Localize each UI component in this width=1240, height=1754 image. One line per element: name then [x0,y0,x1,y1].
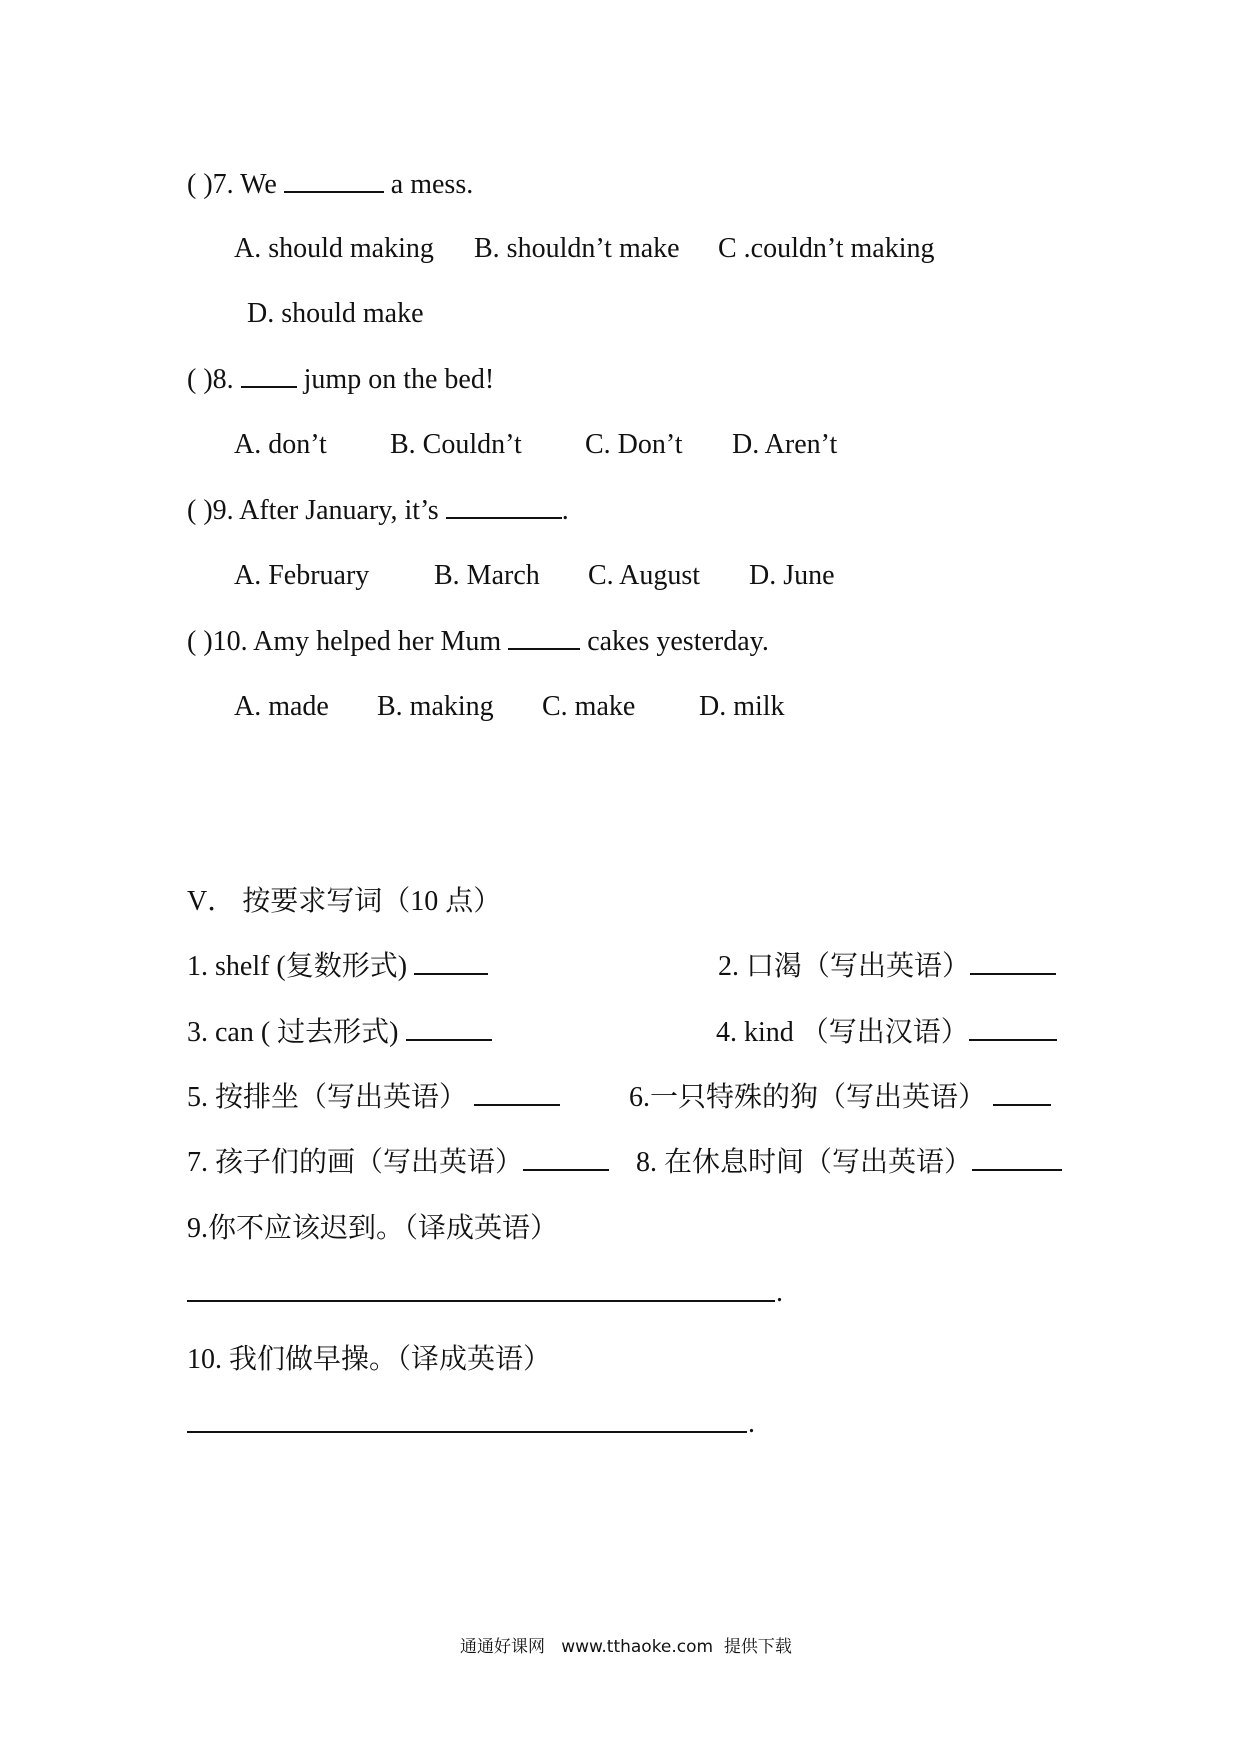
word-item-prompt: 1. shelf (复数形式) [187,951,408,982]
word-item-2 [718,950,1056,984]
word-item-prompt: 2. 口渴（写出英语） [718,951,971,982]
translate-prompt-9: 9.你不应该迟到。（译成英语） [187,1213,559,1244]
word-item-prompt: 6.一只特殊的狗（写出英语） [629,1082,987,1113]
question-text-after: a mess. [390,169,474,200]
question-7-stem [187,168,473,202]
word-blank[interactable] [970,951,1056,975]
answer-paren: ( ) [187,495,213,526]
word-item-4 [716,1016,1057,1050]
option-c[interactable]: C. Don’t [585,429,683,460]
word-item-prompt: 3. can ( 过去形式) [187,1017,399,1048]
option-c[interactable]: C. make [542,691,636,722]
fill-blank[interactable] [446,495,562,519]
option-a[interactable]: A. February [234,560,370,591]
question-text-after: . [561,495,569,526]
option-a[interactable]: A. made [234,691,329,722]
word-item-prompt: 7. 孩子们的画（写出英语） [187,1147,524,1178]
word-item-prompt: 8. 在休息时间（写出英语） [636,1147,973,1178]
question-text-after: jump on the bed! [303,364,495,395]
word-item-5 [187,1081,560,1115]
word-item-8 [636,1146,1062,1180]
option-a[interactable]: A. should making [234,233,434,264]
option-d[interactable]: D. should make [247,298,424,329]
option-d[interactable]: D. milk [699,691,785,722]
word-blank[interactable] [523,1147,609,1171]
fill-blank[interactable] [508,626,580,650]
option-b[interactable]: B. March [434,560,540,591]
question-8-stem [187,363,494,397]
word-blank[interactable] [993,1082,1051,1106]
question-10-stem [187,625,769,659]
footer-site-name: 通通好课网 [460,1637,545,1657]
option-b[interactable]: B. making [377,691,494,722]
option-d[interactable]: D. Aren’t [732,429,838,460]
word-blank[interactable] [969,1017,1057,1041]
question-9-stem [187,494,569,528]
option-d[interactable]: D. June [749,560,835,591]
translate-prompt-10: 10. 我们做早操。（译成英语） [187,1344,552,1375]
question-number: 8. [212,364,234,395]
option-b[interactable]: B. Couldn’t [390,429,522,460]
question-number: 10. [212,626,248,657]
option-a[interactable]: A. don’t [234,429,327,460]
word-item-7 [187,1146,609,1180]
footer-suffix: 提供下载 [723,1637,792,1657]
question-number: 7. [212,169,234,200]
word-blank[interactable] [406,1017,492,1041]
word-blank[interactable] [972,1147,1062,1171]
page-footer [460,1636,792,1658]
sentence-end-10: . [748,1408,755,1439]
word-item-prompt: 4. kind （写出汉语） [716,1017,969,1048]
sentence-end-9: . [776,1277,783,1308]
answer-line-9[interactable] [187,1300,775,1302]
section-heading: V． 按要求写词（10 点） [187,886,502,917]
word-item-1 [187,950,488,984]
answer-paren: ( ) [187,364,213,395]
word-blank[interactable] [474,1082,560,1106]
question-text-after: cakes yesterday. [587,626,769,657]
answer-line-10[interactable] [187,1431,747,1433]
fill-blank[interactable] [241,364,297,388]
question-text-before: After January, it’s [239,495,439,526]
word-item-prompt: 5. 按排坐（写出英语） [187,1082,468,1113]
question-text-before: We [240,169,277,200]
word-item-6 [629,1081,1051,1115]
option-c[interactable]: C .couldn’t making [718,233,935,264]
word-blank[interactable] [414,951,488,975]
answer-paren: ( ) [187,169,213,200]
option-c[interactable]: C. August [588,560,701,591]
option-b[interactable]: B. shouldn’t make [474,233,680,264]
word-item-3 [187,1016,492,1050]
footer-url[interactable]: www.tthaoke.com [561,1637,714,1657]
answer-paren: ( ) [187,626,213,657]
fill-blank[interactable] [284,169,384,193]
question-number: 9. [212,495,234,526]
question-text-before: Amy helped her Mum [253,626,502,657]
